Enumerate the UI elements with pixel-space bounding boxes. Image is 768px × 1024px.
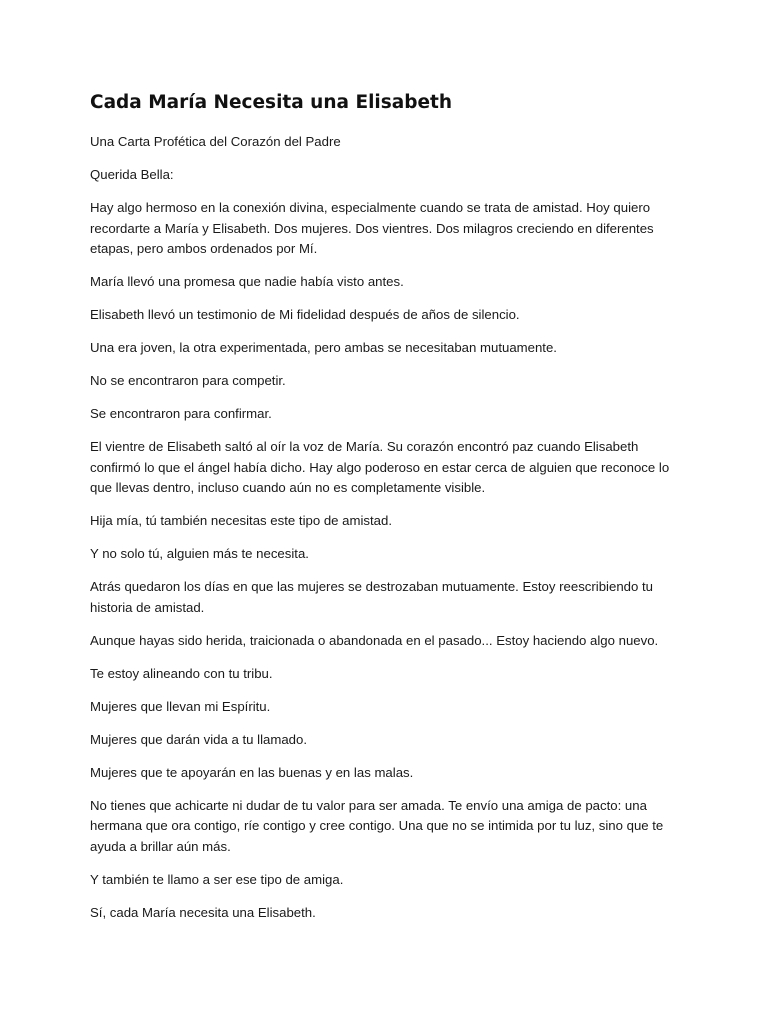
subtitle-paragraph: Una Carta Profética del Corazón del Padre <box>90 134 341 149</box>
body-paragraph: No tienes que achicarte ni dudar de tu valor para ser amada. Te envío una amiga de pacto: una hermana que ora contigo, ríe contigo y cree contigo. Una que no se intimida por tu luz, sino que te ayuda a brillar aún más. <box>90 797 664 854</box>
body-paragraph: María llevó una promesa que nadie había visto antes. <box>90 274 404 289</box>
document-page <box>90 90 678 936</box>
body-paragraph: Mujeres que darán vida a tu llamado. <box>90 731 307 747</box>
body-paragraph: Y también te llamo a ser ese tipo de amiga. <box>90 871 344 887</box>
body-paragraph: Te estoy alineando con tu tribu. <box>90 665 273 681</box>
body-paragraph: Hija mía, tú también necesitas este tipo de amistad. <box>90 513 392 528</box>
body-paragraph: Se encontraron para confirmar. <box>90 406 272 421</box>
body-paragraph: Hay algo hermoso en la conexión divina, especialmente cuando se trata de amistad. Hoy quiero recordarte a María y Elisabeth. Dos mujeres. Dos vientres. Dos milagros creciendo en diferentes etapas, pero ambos ordenados por Mí. <box>90 200 654 256</box>
body-paragraph: Mujeres que llevan mi Espíritu. <box>90 698 271 714</box>
body-paragraph: No se encontraron para competir. <box>90 373 286 388</box>
body-paragraph: Una era joven, la otra experimentada, pero ambas se necesitaban mutuamente. <box>90 340 557 355</box>
body-paragraph: Elisabeth llevó un testimonio de Mi fidelidad después de años de silencio. <box>90 307 520 322</box>
body-paragraph: El vientre de Elisabeth saltó al oír la voz de María. Su corazón encontró paz cuando Elisabeth confirmó lo que el ángel había dicho. Hay algo poderoso en estar cerca de alguien que reconoce lo que llevas dentro, incluso cuando aún no es completamente visible. <box>90 439 670 495</box>
salutation-paragraph: Querida Bella: <box>90 167 174 182</box>
document-title: Cada María Necesita una Elisabeth <box>90 92 453 113</box>
body-paragraph: Y no solo tú, alguien más te necesita. <box>90 546 309 561</box>
body-paragraph: Atrás quedaron los días en que las mujeres se destrozaban mutuamente. Estoy reescribiendo tu historia de amistad. <box>90 579 653 615</box>
body-paragraph: Aunque hayas sido herida, traicionada o abandonada en el pasado... Estoy haciendo algo nuevo. <box>90 632 659 648</box>
closing-paragraph: Sí, cada María necesita una Elisabeth. <box>90 904 316 920</box>
body-paragraph: Mujeres que te apoyarán en las buenas y en las malas. <box>90 764 414 780</box>
